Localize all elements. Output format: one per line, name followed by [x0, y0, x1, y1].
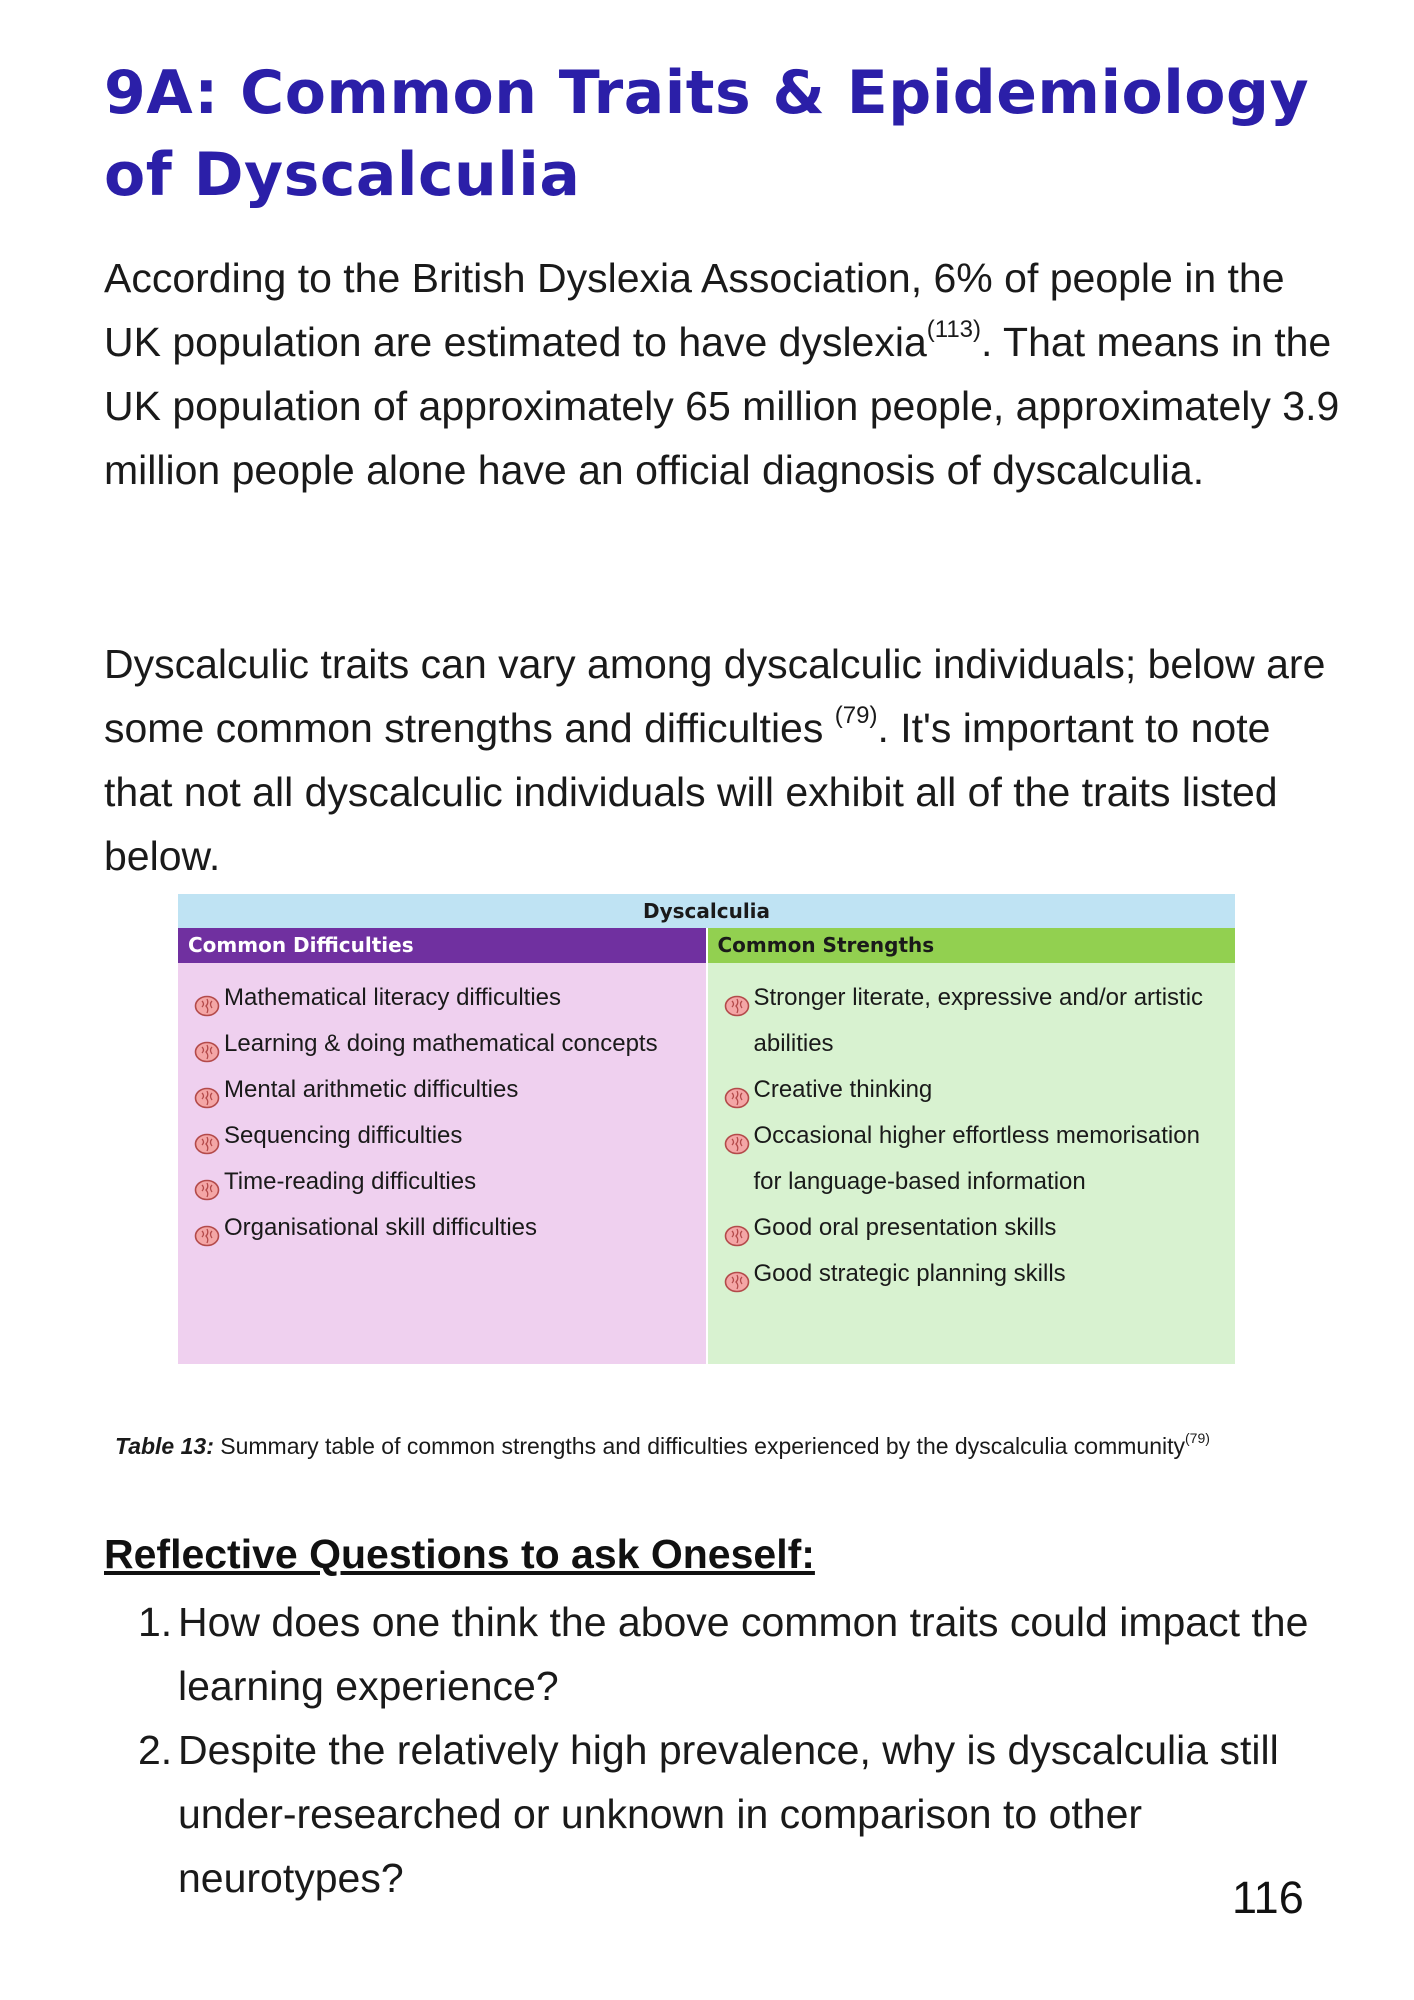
intro-paragraph	[104, 246, 1344, 502]
page-number: 116	[1232, 1872, 1304, 1923]
strength-item	[724, 1067, 1226, 1113]
intro-text: According to the British Dyslexia Association, 6% of people in the UK population are estimated to have dyslexia	[104, 255, 1285, 365]
brain-icon	[724, 1079, 750, 1101]
difficulty-item-label: Mathematical literacy difficulties	[224, 984, 562, 1011]
strengths-column	[708, 928, 1236, 1364]
brain-icon	[724, 1125, 750, 1147]
difficulties-column	[178, 928, 708, 1364]
strengths-list	[708, 963, 1236, 1297]
strength-item	[724, 1113, 1226, 1205]
page-title: 9A: Common Traits & Epidemiology of Dyscalculia	[104, 58, 1310, 210]
question-item	[104, 1718, 1344, 1910]
difficulties-list	[178, 963, 706, 1251]
table-columns	[178, 928, 1235, 1364]
brain-icon	[724, 987, 750, 1009]
difficulty-item	[194, 1067, 696, 1113]
brain-icon	[724, 1217, 750, 1239]
table-caption	[115, 1430, 1215, 1462]
reflective-title: Reflective Questions to ask Oneself:	[104, 1531, 815, 1577]
traits-text: Dyscalculic traits can vary among dyscalculic individuals; below are some common strengths and difficulties	[104, 641, 1326, 751]
difficulty-item-label: Sequencing difficulties	[224, 1122, 463, 1149]
strength-item-label: Good strategic planning skills	[753, 1260, 1066, 1287]
citation-113: (113)	[926, 316, 982, 344]
brain-icon	[194, 1079, 220, 1101]
difficulty-item	[194, 1021, 696, 1067]
difficulty-item	[194, 1159, 696, 1205]
brain-icon	[194, 1171, 220, 1193]
brain-icon	[724, 1263, 750, 1285]
strength-item	[724, 975, 1226, 1067]
traits-text-cont: . It's important to note that not all dyscalculic individuals will exhibit all of the traits listed below.	[104, 705, 1278, 879]
strength-item-label: Creative thinking	[753, 1076, 933, 1103]
difficulty-item	[194, 1205, 696, 1251]
difficulty-item-label: Time-reading difficulties	[224, 1168, 477, 1195]
brain-icon	[194, 1217, 220, 1239]
traits-paragraph	[104, 632, 1344, 888]
question-text: How does one think the above common traits could impact the learning experience?	[178, 1599, 1309, 1709]
question-item	[104, 1590, 1344, 1718]
table-header: Dyscalculia	[178, 894, 1235, 928]
brain-icon	[194, 1033, 220, 1055]
strength-item-label: Good oral presentation skills	[753, 1214, 1057, 1241]
strength-item-label: Stronger literate, expressive and/or artistic abilities	[753, 984, 1204, 1057]
reflective-questions	[104, 1590, 1344, 1910]
question-number: 1.	[138, 1599, 173, 1645]
strength-item-label: Occasional higher effortless memorisation for language-based information	[753, 1122, 1200, 1195]
intro-text-cont: . That means in the UK population of approximately 65 million people, approximately 3.9 million people alone have an official diagnosis of dyscalculia.	[104, 319, 1340, 493]
caption-label: Table 13:	[115, 1433, 214, 1459]
difficulty-item-label: Learning & doing mathematical concepts	[224, 1030, 658, 1057]
difficulty-item-label: Mental arithmetic difficulties	[224, 1076, 519, 1103]
strength-item	[724, 1205, 1226, 1251]
difficulties-header: Common Difficulties	[178, 928, 706, 963]
difficulty-item	[194, 1113, 696, 1159]
difficulty-item	[194, 975, 696, 1021]
strengths-header: Common Strengths	[708, 928, 1236, 963]
difficulty-item-label: Organisational skill difficulties	[224, 1214, 538, 1241]
caption-text: Summary table of common strengths and difficulties experienced by the dyscalculia community	[213, 1433, 1186, 1459]
strength-item	[724, 1251, 1226, 1297]
brain-icon	[194, 1125, 220, 1147]
question-text: Despite the relatively high prevalence, why is dyscalculia still under-researched or unknown in comparison to other neurotypes?	[178, 1727, 1279, 1901]
citation-79: (79)	[834, 702, 878, 730]
question-number: 2.	[138, 1727, 173, 1773]
brain-icon	[194, 987, 220, 1009]
caption-citation: (79)	[1185, 1430, 1210, 1447]
traits-table	[178, 894, 1235, 1364]
